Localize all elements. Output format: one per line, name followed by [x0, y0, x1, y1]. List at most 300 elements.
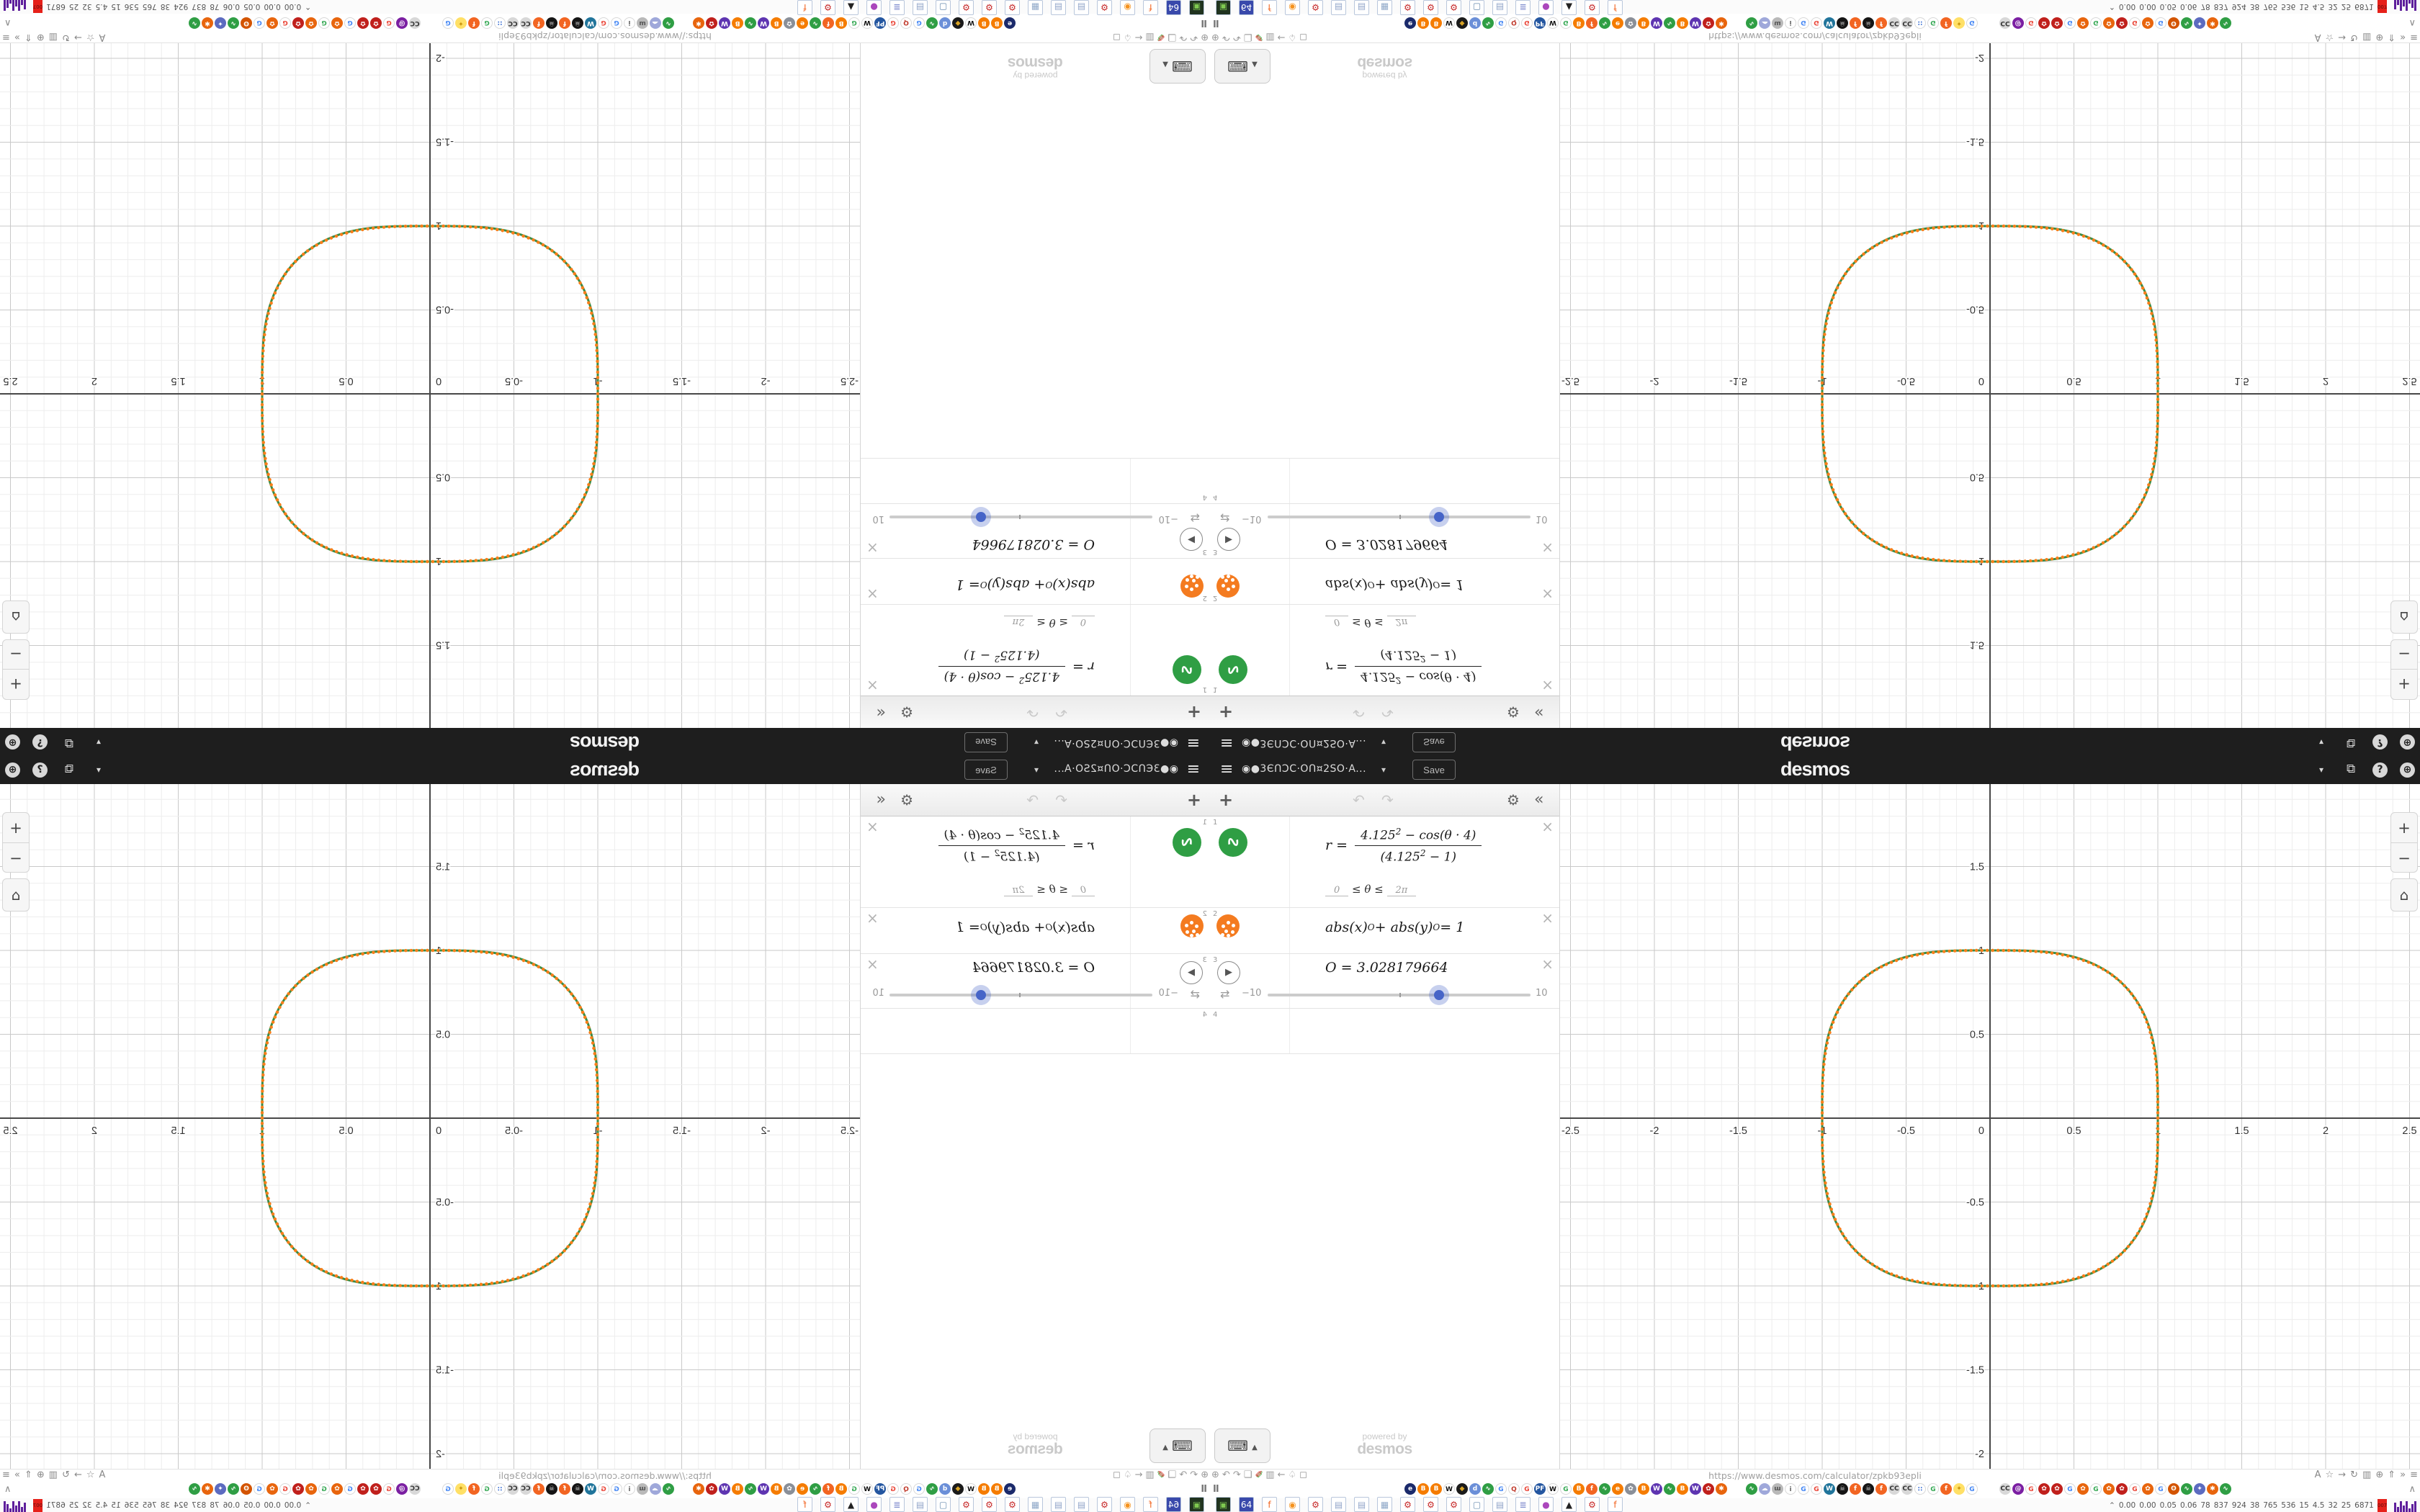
browser-tool-icon[interactable]: ♤ [1123, 32, 1132, 42]
taskbar-app-icon[interactable]: ▤ [1051, 0, 1066, 15]
bookmark-favicon[interactable]: G [344, 17, 356, 29]
bookmark-favicon[interactable]: G [913, 1483, 925, 1495]
expression-row-3[interactable] [1210, 503, 1559, 558]
bookmark-favicon[interactable]: ✿ [305, 17, 317, 29]
browser-tool-icon[interactable]: ≡ [2410, 32, 2418, 42]
browser-tool-icon[interactable]: ▥ [48, 1470, 58, 1480]
bookmark-favicon[interactable]: ✦ [2194, 1483, 2205, 1495]
close-icon[interactable]: × [866, 818, 879, 835]
browser-tool-icon[interactable]: ▥ [2362, 32, 2372, 42]
bookmark-favicon[interactable]: G [254, 17, 265, 29]
taskbar-app-icon[interactable]: ▣ [1189, 0, 1204, 15]
bookmark-favicon[interactable]: ✿ [2116, 17, 2128, 29]
taskbar-app-icon[interactable]: ▣ [1189, 1497, 1204, 1512]
zoom-home-button[interactable]: ⌂ [2, 878, 30, 912]
bookmark-favicon[interactable]: CC [1901, 1483, 1913, 1495]
undo-icon[interactable]: ↶ [1055, 703, 1067, 721]
expression-row-1[interactable] [1210, 816, 1559, 908]
bookmark-favicon[interactable]: CC [520, 17, 532, 29]
browser-tool-icon[interactable]: ✐ [1255, 1470, 1263, 1480]
browser-tool-icon[interactable]: ⇑ [24, 1470, 32, 1480]
expression-row-4-empty[interactable] [861, 458, 1210, 503]
bookmark-favicon[interactable]: ∿ [2220, 17, 2231, 29]
bookmark-favicon[interactable]: ☁ [650, 17, 661, 29]
bookmark-favicon[interactable]: ∷ [494, 17, 506, 29]
pause-icon[interactable]: II [1213, 17, 1219, 28]
bookmark-favicon[interactable]: ✿ [370, 17, 382, 29]
bookmark-favicon[interactable]: f [533, 17, 544, 29]
settings-gear-icon[interactable]: ⚙ [1507, 791, 1520, 809]
bookmark-favicon[interactable]: ✦ [215, 17, 226, 29]
bookmark-favicon[interactable]: ✱ [202, 17, 213, 29]
bookmark-favicon[interactable]: f [559, 1483, 570, 1495]
bookmark-favicon[interactable]: B [978, 17, 990, 29]
bookmark-favicon[interactable]: B [771, 1483, 782, 1495]
bookmark-favicon[interactable]: B [1638, 1483, 1649, 1495]
bookmark-favicon[interactable]: d [939, 17, 951, 29]
taskbar-app-icon[interactable]: ▦ [1028, 1497, 1043, 1512]
title-caret-icon[interactable]: ▾ [1381, 765, 1386, 775]
taskbar-app-icon[interactable]: ▦ [1377, 0, 1392, 15]
browser-tool-icon[interactable]: ♤ [1288, 1470, 1297, 1480]
taskbar-app-icon[interactable]: ⚙ [1446, 1497, 1461, 1512]
dotted-curve-icon[interactable] [1180, 914, 1204, 937]
browser-tool-icon[interactable]: ↻ [2350, 1470, 2359, 1480]
browser-tool-icon[interactable]: ▥ [2362, 1470, 2372, 1480]
taskbar-app-icon[interactable]: ▤ [1354, 0, 1369, 15]
save-button[interactable]: Save [964, 732, 1008, 752]
bookmark-favicon[interactable]: @ [2012, 1483, 2024, 1495]
bookmark-favicon[interactable]: ✿ [331, 17, 343, 29]
taskbar-app-icon[interactable]: ◉ [1120, 1497, 1135, 1512]
browser-tool-icon[interactable]: ↷ [1179, 32, 1188, 42]
taskbar-app-icon[interactable]: ≣ [889, 0, 905, 15]
theta-domain[interactable]: 0 ≤ θ ≤ 2π [1325, 616, 1416, 629]
slider-max-label[interactable]: 10 [872, 988, 884, 999]
bookmark-favicon[interactable]: ☠ [546, 1483, 557, 1495]
browser-tool-icon[interactable]: A [99, 32, 106, 42]
bookmark-favicon[interactable]: ✿ [706, 1483, 717, 1495]
bookmark-favicon[interactable]: ɯ [637, 1483, 648, 1495]
bookmark-favicon[interactable]: G [1811, 1483, 1822, 1495]
browser-tool-icon[interactable]: ≡ [2, 1470, 10, 1480]
taskbar-app-icon[interactable]: ▤ [1331, 1497, 1346, 1512]
taskbar-app-icon[interactable]: 64 [1239, 1497, 1254, 1512]
bookmark-favicon[interactable]: ∿ [810, 17, 821, 29]
collapse-panel-icon[interactable]: « [1534, 703, 1544, 721]
help-icon[interactable]: ? [32, 734, 48, 750]
bookmark-favicon[interactable]: ∿ [745, 17, 756, 29]
bookmark-favicon[interactable]: ✿ [2116, 1483, 2128, 1495]
bookmark-favicon[interactable]: G [598, 1483, 609, 1495]
polar-curve-icon[interactable]: ∿ [1173, 828, 1201, 857]
browser-tool-icon[interactable]: ↷ [1179, 1470, 1188, 1480]
save-button[interactable]: Save [1412, 760, 1456, 780]
taskbar-app-icon[interactable]: ▲ [1561, 1497, 1577, 1512]
taskbar-app-icon[interactable]: ≣ [1515, 1497, 1531, 1512]
collapse-panel-icon[interactable]: « [876, 703, 886, 721]
expression-row-3[interactable] [1210, 954, 1559, 1009]
expression-row-1[interactable] [1210, 604, 1559, 696]
zoom-out-button[interactable]: − [2390, 639, 2418, 670]
browser-tool-icon[interactable]: ⊕ [2375, 1470, 2384, 1480]
chevron-up-icon[interactable]: ∧ [4, 1484, 12, 1495]
taskbar-app-icon[interactable]: ≣ [889, 1497, 905, 1512]
browser-tool-icon[interactable]: ▥ [1145, 1470, 1155, 1480]
bookmark-favicon[interactable]: e [1004, 17, 1016, 29]
bookmark-favicon[interactable]: ✿ [370, 1483, 382, 1495]
browser-tool-icon[interactable]: ↶ [1222, 32, 1230, 42]
bookmark-favicon[interactable]: B [1573, 17, 1585, 29]
bookmark-favicon[interactable]: ✦ [455, 1483, 467, 1495]
bookmark-favicon[interactable]: ☠ [572, 1483, 583, 1495]
browser-tool-icon[interactable]: A [2314, 1470, 2321, 1480]
browser-tool-icon[interactable]: ▥ [1145, 32, 1155, 42]
bookmark-favicon[interactable]: G [1966, 1483, 1978, 1495]
bookmark-favicon[interactable]: PF [874, 1483, 886, 1495]
close-icon[interactable]: × [866, 909, 879, 927]
bookmark-favicon[interactable]: G [611, 1483, 622, 1495]
browser-tool-icon[interactable]: ⊕ [1211, 1470, 1219, 1480]
expression-row-2[interactable] [1210, 908, 1559, 954]
taskbar-app-icon[interactable]: ▤ [1492, 1497, 1507, 1512]
bookmark-favicon[interactable]: ✿ [2038, 1483, 2050, 1495]
bookmark-favicon[interactable]: f [823, 17, 834, 29]
bookmark-favicon[interactable]: G [848, 17, 860, 29]
taskbar-app-icon[interactable]: ⚙ [1423, 1497, 1438, 1512]
browser-tool-icon[interactable]: ❏ [1243, 32, 1252, 42]
bookmark-favicon[interactable]: G [442, 1483, 454, 1495]
taskbar-app-icon[interactable]: ⚙ [1005, 0, 1020, 15]
expression-row-1[interactable] [861, 604, 1210, 696]
bookmark-favicon[interactable]: i [624, 17, 635, 29]
bookmark-favicon[interactable]: e [797, 1483, 808, 1495]
browser-tool-icon[interactable]: ⊕ [2375, 32, 2384, 42]
bookmark-favicon[interactable]: B [1430, 17, 1442, 29]
bookmark-favicon[interactable]: ✿ [331, 1483, 343, 1495]
bookmark-favicon[interactable]: ✿ [2142, 17, 2154, 29]
taskbar-app-icon[interactable]: f [1608, 1497, 1623, 1512]
bookmark-favicon[interactable]: ∷ [1914, 1483, 1926, 1495]
taskbar-app-icon[interactable]: ▤ [913, 1497, 928, 1512]
bookmark-favicon[interactable]: @ [2012, 17, 2024, 29]
bookmark-favicon[interactable]: W [1443, 1483, 1455, 1495]
bookmark-favicon[interactable]: ✦ [215, 1483, 226, 1495]
globe-icon[interactable]: ⊕ [5, 734, 20, 750]
taskbar-app-icon[interactable]: ⚙ [1446, 0, 1461, 15]
browser-tool-icon[interactable]: ◻ [1299, 32, 1307, 42]
browser-tool-icon[interactable]: ♤ [1123, 1470, 1132, 1480]
bookmark-favicon[interactable]: B [835, 1483, 847, 1495]
bookmark-favicon[interactable]: ∿ [189, 1483, 200, 1495]
bookmark-favicon[interactable]: W [1443, 17, 1455, 29]
browser-tool-icon[interactable]: A [2314, 32, 2321, 42]
bookmark-favicon[interactable]: f [1876, 17, 1887, 29]
bookmark-favicon[interactable]: d [1469, 1483, 1481, 1495]
graph-paper[interactable] [1559, 784, 2420, 1469]
bookmark-favicon[interactable]: ✿ [2103, 17, 2115, 29]
slider-loop-icon[interactable]: ⇄ [1220, 987, 1230, 1001]
graph-paper[interactable] [0, 784, 861, 1469]
bookmark-favicon[interactable]: G [1495, 1483, 1507, 1495]
bookmark-favicon[interactable]: G [2025, 17, 2037, 29]
bookmark-favicon[interactable]: G [1521, 17, 1533, 29]
slider-play-icon[interactable]: ▶ [1217, 528, 1240, 551]
bookmark-favicon[interactable]: e [1612, 17, 1623, 29]
slider-loop-icon[interactable]: ⇄ [1190, 987, 1200, 1001]
bookmark-favicon[interactable]: B [732, 17, 743, 29]
bookmark-favicon[interactable]: W [1651, 17, 1662, 29]
bookmark-favicon[interactable]: B [771, 17, 782, 29]
bookmark-favicon[interactable]: f [468, 17, 480, 29]
menu-icon[interactable]: ≡ [1186, 734, 1200, 752]
browser-tool-icon[interactable]: ← [1277, 1470, 1286, 1480]
browser-tool-icon[interactable]: ☆ [2325, 1470, 2334, 1480]
chevron-up-icon[interactable]: ∧ [2408, 1484, 2416, 1495]
browser-tool-icon[interactable]: ↷ [1232, 1470, 1241, 1480]
bookmark-favicon[interactable]: W [1547, 1483, 1559, 1495]
bookmark-favicon[interactable]: G [611, 17, 622, 29]
bookmark-favicon[interactable]: B [1430, 1483, 1442, 1495]
bookmark-favicon[interactable]: G [887, 1483, 899, 1495]
bookmark-favicon[interactable]: i [624, 1483, 635, 1495]
bookmark-favicon[interactable]: ✱ [693, 1483, 704, 1495]
bookmark-favicon[interactable]: ∿ [2220, 1483, 2231, 1495]
slider-handle[interactable] [1434, 990, 1444, 1000]
browser-tool-icon[interactable]: » [2400, 32, 2406, 42]
browser-tool-icon[interactable]: ← [1134, 32, 1143, 42]
close-icon[interactable]: × [866, 539, 879, 557]
browser-tool-icon[interactable]: ⊕ [1211, 32, 1219, 42]
header-caret-icon[interactable]: ▾ [96, 765, 101, 775]
bookmark-favicon[interactable]: B [991, 17, 1003, 29]
bookmark-favicon[interactable]: G [2025, 1483, 2037, 1495]
bookmark-favicon[interactable]: B [1638, 17, 1649, 29]
bookmark-favicon[interactable]: ☠ [1863, 1483, 1874, 1495]
taskbar-app-icon[interactable]: ⚙ [1308, 0, 1323, 15]
graph-canvas[interactable] [1560, 43, 2420, 728]
taskbar-app-icon[interactable]: ▤ [1074, 0, 1089, 15]
bookmark-favicon[interactable]: f [1940, 1483, 1952, 1495]
bookmark-favicon[interactable]: ✱ [2207, 1483, 2218, 1495]
taskbar-app-icon[interactable]: ▢ [1469, 1497, 1484, 1512]
taskbar-app-icon[interactable]: f [1262, 1497, 1277, 1512]
theta-domain[interactable]: 0 ≤ θ ≤ 2π [1004, 883, 1095, 896]
taskbar-app-icon[interactable]: ⚙ [820, 1497, 835, 1512]
bookmark-favicon[interactable]: ✿ [292, 1483, 304, 1495]
bookmark-favicon[interactable]: ∿ [1599, 17, 1610, 29]
taskbar-app-icon[interactable]: 64 [1239, 0, 1254, 15]
browser-tool-icon[interactable]: ⊕ [36, 32, 45, 42]
theta-domain[interactable]: 0 ≤ θ ≤ 2π [1325, 883, 1416, 896]
expression-row-4-empty[interactable] [1210, 1009, 1559, 1054]
browser-tool-icon[interactable]: ↻ [61, 1470, 70, 1480]
bookmark-favicon[interactable]: ∿ [1482, 17, 1494, 29]
browser-tool-icon[interactable]: ↻ [2350, 32, 2359, 42]
bookmark-favicon[interactable]: ✿ [305, 1483, 317, 1495]
bookmark-favicon[interactable]: ∿ [228, 17, 239, 29]
bookmark-favicon[interactable]: ✱ [1716, 1483, 1727, 1495]
bookmark-favicon[interactable]: G [2129, 1483, 2141, 1495]
bookmark-favicon[interactable]: CC [1888, 17, 1900, 29]
bookmark-favicon[interactable]: G [318, 1483, 330, 1495]
help-icon[interactable]: ? [32, 762, 48, 778]
share-icon[interactable]: ⧉ [2347, 762, 2356, 776]
zoom-home-button[interactable]: ⌂ [2390, 600, 2418, 634]
taskbar-app-icon[interactable]: ⚙ [1097, 0, 1112, 15]
browser-tool-icon[interactable]: ▥ [1265, 1470, 1275, 1480]
bookmark-favicon[interactable]: W [719, 17, 730, 29]
bookmark-favicon[interactable]: e [1004, 1483, 1016, 1495]
graph-title[interactable]: ◉●3ЄՈƆC·ՕՈ¤2SՕ·A... [1053, 763, 1178, 775]
taskbar-app-icon[interactable]: ⚙ [820, 0, 835, 15]
bookmark-favicon[interactable]: ✿ [2051, 17, 2063, 29]
bookmark-favicon[interactable]: i [1785, 1483, 1796, 1495]
taskbar-app-icon[interactable]: f [1608, 0, 1623, 15]
close-icon[interactable]: × [1541, 539, 1554, 557]
bookmark-favicon[interactable]: G [1560, 1483, 1572, 1495]
bookmark-favicon[interactable]: ✱ [693, 17, 704, 29]
browser-tool-icon[interactable]: ↷ [1232, 32, 1241, 42]
zoom-in-button[interactable]: + [2390, 812, 2418, 842]
close-icon[interactable]: × [1541, 677, 1554, 694]
bookmark-favicon[interactable]: f [1850, 17, 1861, 29]
browser-tool-icon[interactable]: » [14, 1470, 20, 1480]
taskbar-app-icon[interactable]: ▤ [1051, 1497, 1066, 1512]
bookmark-favicon[interactable]: f [533, 1483, 544, 1495]
browser-tool-icon[interactable]: ← [1277, 32, 1286, 42]
taskbar-app-icon[interactable]: ▲ [843, 1497, 859, 1512]
bookmark-favicon[interactable]: ∿ [228, 1483, 239, 1495]
graph-canvas[interactable] [1560, 784, 2420, 1469]
close-icon[interactable]: × [866, 585, 879, 603]
header-caret-icon[interactable]: ▾ [2319, 737, 2324, 747]
bookmark-favicon[interactable]: W [585, 1483, 596, 1495]
chevron-up-icon[interactable]: ∧ [2408, 17, 2416, 28]
help-icon[interactable]: ? [2372, 734, 2388, 750]
bookmark-favicon[interactable]: f [1586, 1483, 1597, 1495]
bookmark-favicon[interactable]: ∿ [926, 17, 938, 29]
bookmark-favicon[interactable]: e [1612, 1483, 1623, 1495]
taskbar-app-icon[interactable]: f [797, 0, 812, 15]
bookmark-favicon[interactable]: W [1824, 17, 1835, 29]
browser-tool-icon[interactable]: ⊕ [36, 1470, 45, 1480]
taskbar-app-icon[interactable]: ⚙ [1400, 1497, 1415, 1512]
browser-tool-icon[interactable]: ✐ [1157, 1470, 1165, 1480]
taskbar-app-icon[interactable]: ▤ [1492, 0, 1507, 15]
bookmark-favicon[interactable]: G [254, 1483, 265, 1495]
save-button[interactable]: Save [964, 760, 1008, 780]
browser-tool-icon[interactable]: ⇑ [2388, 1470, 2396, 1480]
title-caret-icon[interactable]: ▾ [1034, 765, 1039, 775]
bookmark-favicon[interactable]: B [1677, 1483, 1688, 1495]
chevron-up-icon[interactable]: ∧ [4, 17, 12, 28]
bookmark-favicon[interactable]: ∿ [2181, 17, 2192, 29]
bookmark-favicon[interactable]: G [2129, 17, 2141, 29]
zoom-in-button[interactable]: + [2, 812, 30, 842]
zoom-home-button[interactable]: ⌂ [2390, 878, 2418, 912]
bookmark-favicon[interactable]: ✿ [2038, 17, 2050, 29]
settings-gear-icon[interactable]: ⚙ [900, 703, 913, 721]
browser-tool-icon[interactable]: ← [1134, 1470, 1143, 1480]
slider-min-label[interactable]: −10 [1158, 513, 1178, 524]
add-expression-button[interactable]: + [1186, 702, 1201, 722]
add-expression-button[interactable]: + [1219, 790, 1234, 810]
redo-icon[interactable]: ↷ [1381, 791, 1394, 809]
bookmark-favicon[interactable]: ʘ [241, 1483, 252, 1495]
expression-row-2[interactable] [861, 558, 1210, 604]
slider-track[interactable] [889, 994, 1152, 996]
bookmark-favicon[interactable]: G [481, 1483, 493, 1495]
browser-tool-icon[interactable]: » [2400, 1470, 2406, 1480]
bookmark-favicon[interactable]: d [1469, 17, 1481, 29]
slider-handle[interactable] [976, 512, 986, 522]
bookmark-favicon[interactable]: G [279, 17, 291, 29]
equation-superellipse[interactable]: abs(x) O + abs(y) O = 1 [1325, 577, 1465, 593]
bookmark-favicon[interactable]: ʘ [2168, 17, 2179, 29]
bookmark-favicon[interactable]: CC [1901, 17, 1913, 29]
taskbar-app-icon[interactable]: 64 [1166, 1497, 1181, 1512]
bookmark-favicon[interactable]: ☠ [1837, 17, 1848, 29]
browser-tool-icon[interactable]: ≡ [2, 32, 10, 42]
bookmark-favicon[interactable]: G [442, 17, 454, 29]
zoom-home-button[interactable]: ⌂ [2, 600, 30, 634]
taskbar-app-icon[interactable]: ● [866, 1497, 882, 1512]
bookmark-favicon[interactable]: ✿ [2103, 1483, 2115, 1495]
graph-paper[interactable] [1559, 43, 2420, 728]
bookmark-favicon[interactable]: e [797, 17, 808, 29]
add-expression-button[interactable]: + [1219, 702, 1234, 722]
equation-r-polar[interactable]: r = $4.125^2 - \cos(\theta \cdot 4)$ $(4.125^2 - 1)$ [938, 648, 1095, 685]
taskbar-app-icon[interactable]: ≣ [1515, 0, 1531, 15]
expression-row-3[interactable] [861, 954, 1210, 1009]
taskbar-app-icon[interactable]: ▢ [1469, 0, 1484, 15]
equation-superellipse[interactable]: abs(x) O + abs(y) O = 1 [955, 919, 1095, 935]
taskbar-app-icon[interactable]: ▦ [1028, 0, 1043, 15]
bookmark-favicon[interactable]: ∿ [745, 1483, 756, 1495]
zoom-out-button[interactable]: − [2, 842, 30, 873]
bookmark-favicon[interactable]: ✿ [1625, 1483, 1636, 1495]
browser-tool-icon[interactable]: ❏ [1168, 32, 1177, 42]
bookmark-favicon[interactable]: W [965, 1483, 977, 1495]
taskbar-app-icon[interactable]: ▢ [936, 0, 951, 15]
taskbar-app-icon[interactable]: ⚙ [1423, 0, 1438, 15]
browser-tool-icon[interactable]: ↻ [61, 32, 70, 42]
taskbar-app-icon[interactable]: ▤ [1354, 1497, 1369, 1512]
close-icon[interactable]: × [1541, 585, 1554, 603]
bookmark-favicon[interactable]: G [887, 17, 899, 29]
taskbar-app-icon[interactable]: ▤ [913, 0, 928, 15]
collapse-panel-icon[interactable]: « [1534, 791, 1544, 809]
dotted-curve-icon[interactable] [1180, 575, 1204, 598]
bookmark-favicon[interactable]: ✿ [1703, 17, 1714, 29]
bookmark-favicon[interactable]: W [758, 17, 769, 29]
expression-row-4-empty[interactable] [861, 1009, 1210, 1054]
polar-curve-icon[interactable]: ∿ [1173, 655, 1201, 684]
bookmark-favicon[interactable]: ✿ [266, 17, 278, 29]
taskbar-app-icon[interactable]: ⚙ [1097, 1497, 1112, 1512]
save-button[interactable]: Save [1412, 732, 1456, 752]
redo-icon[interactable]: ↷ [1026, 791, 1039, 809]
expression-row-2[interactable] [1210, 558, 1559, 604]
bookmark-favicon[interactable]: ✿ [292, 17, 304, 29]
title-caret-icon[interactable]: ▾ [1381, 737, 1386, 747]
taskbar-app-icon[interactable]: f [1143, 1497, 1158, 1512]
taskbar-app-icon[interactable]: ● [1538, 1497, 1554, 1512]
menu-icon[interactable]: ≡ [1220, 734, 1234, 752]
share-icon[interactable]: ⧉ [2347, 736, 2356, 750]
taskbar-app-icon[interactable]: ⚙ [959, 1497, 974, 1512]
